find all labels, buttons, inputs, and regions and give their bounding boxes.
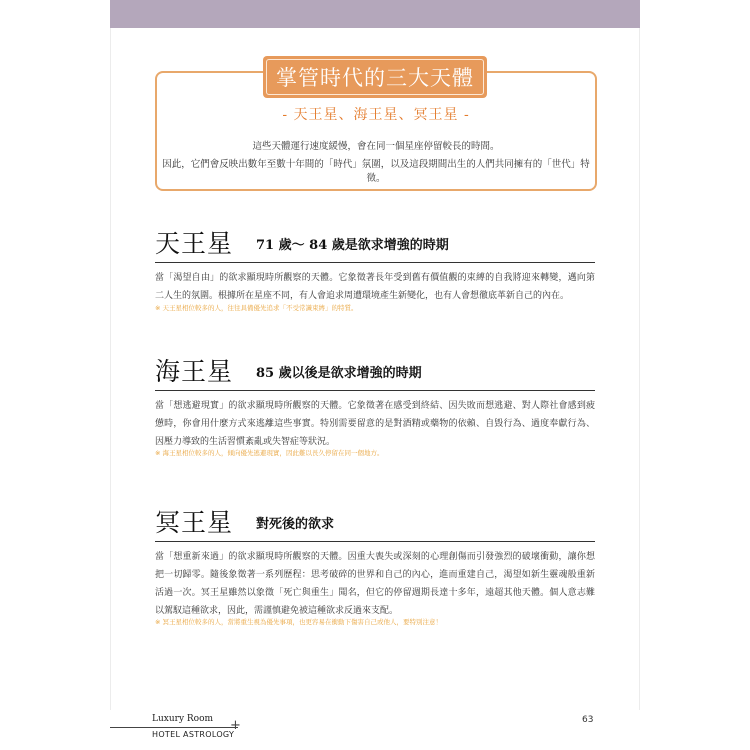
intro-line: 這些天體運行速度緩慢，會在同一個星座停留較長的時間。 <box>252 141 500 152</box>
section-divider <box>155 390 595 391</box>
intro-subtitle: - 天王星、海王星、冥王星 - <box>282 107 470 123</box>
footer-divider <box>110 727 238 728</box>
top-color-band <box>110 0 640 28</box>
planet-name: 海王星 <box>155 357 234 386</box>
section-heading: 85 歲以後是欲求增強的時期 <box>256 366 422 381</box>
plus-icon: + <box>230 718 241 733</box>
footer-logo: Luxury Room <box>152 714 214 724</box>
section-divider <box>155 541 595 542</box>
section-divider <box>155 262 595 263</box>
page-number: 63 <box>582 715 594 725</box>
section-heading: 71 歲～ 84 歲是欲求增強的時期 <box>256 238 449 253</box>
intro-title: 掌管時代的三大天體 <box>266 59 484 95</box>
section-note: ※ 冥王星相位較多的人，當將重生視為優先事項，也更容易在衝動下傷害自己或他人，要特別注意！ <box>155 618 443 626</box>
section-note: ※ 天王星相位較多的人，往往具備優先追求「不受常識束縛」的特質。 <box>155 304 358 312</box>
section-heading: 對死後的欲求 <box>256 517 335 532</box>
planet-name: 冥王星 <box>155 508 234 537</box>
intro-line: 因此，它們會反映出數年至數十年間的「時代」氛圍，以及這段期間出生的人們共同擁有的「世代」特徵。 <box>162 159 590 184</box>
intro-title-banner <box>263 56 487 98</box>
section-body: 當「想重新來過」的欲求顯現時所觀察的天體。因重大喪失或深刻的心理創傷而引發強烈的破壞衝動，讓你想把一切歸零。隨後象徵著一系列歷程：思考破碎的世界和自己的內心，進而重建自己，渴望如新生靈魂般重新活過一次。冥王星雖然以象徵「死亡與重生」聞名，但它的停留週期長達十多年，遠超其他天體。個人意志難以駕馭這種欲求，因此，需謹慎避免被這種欲求反過來支配。 <box>155 552 595 616</box>
section-body: 當「渴望自由」的欲求顯現時所觀察的天體。它象徵著長年受到舊有價值觀的束縛的自我將迎來轉變，邁向第二人生的氛圍。根據所在星座不同，有人會追求周遭環境產生新變化，也有人會想徹底革新自己的內在。 <box>155 273 595 301</box>
footer-subtitle: HOTEL ASTROLOGY <box>152 730 235 739</box>
planet-name: 天王星 <box>155 229 234 258</box>
section-note: ※ 海王星相位較多的人，傾向優先逃避現實，因此難以長久停留在同一個地方。 <box>155 449 384 457</box>
section-body: 當「想逃避現實」的欲求顯現時所觀察的天體。它象徵著在感受到終結、因失敗而想逃避、對人際社會感到疲憊時，你會用什麼方式來逃離這些事實。特別需要留意的是對酒精或藥物的依賴、自毀行為、過度奉獻行為、因壓力導致的生活習慣紊亂或失智症等狀況。 <box>155 401 595 447</box>
